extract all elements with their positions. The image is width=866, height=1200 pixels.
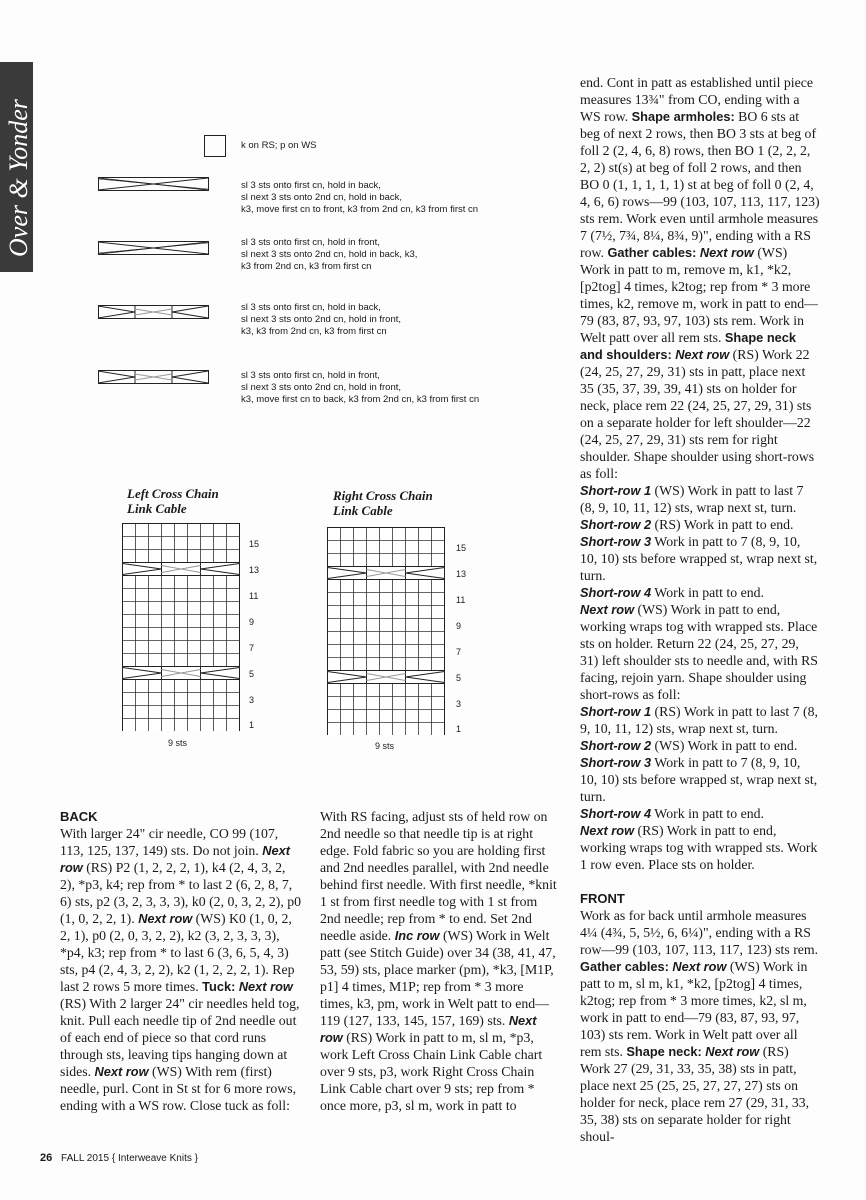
section-label: Gather cables: bbox=[607, 245, 697, 260]
right-chart-stitch-count: 9 sts bbox=[375, 741, 395, 751]
magazine-name: { Interweave Knits } bbox=[111, 1153, 198, 1164]
page-number: 26 bbox=[40, 1152, 53, 1164]
body-text: (WS) Work in patt to last 7 (8, 9, 10, 11, 12) sts, wrap next st, turn. bbox=[580, 483, 804, 515]
key-cable-1-line: sl next 3 sts onto 2nd cn, hold in back, bbox=[241, 192, 403, 203]
key-cable-2-line: k3 from 2nd cn, k3 from first cn bbox=[241, 261, 372, 272]
instruction-label: Next row bbox=[580, 823, 635, 838]
body-text: (RS) Work 27 (29, 31, 33, 35, 38) sts in patt, place next 25 (25, 25, 27, 27, 27) sts on holder for neck, place rem 27 (29, 31, 33, 35, 38) sts on separate holder for right shoul- bbox=[580, 1044, 810, 1144]
instruction-label: Short-row 3 bbox=[580, 755, 652, 770]
instruction-label: Next row bbox=[699, 245, 754, 260]
back-paragraph bbox=[60, 825, 302, 1114]
instruction-label: Next row bbox=[60, 843, 290, 875]
chart-row-label: 13 bbox=[249, 565, 260, 575]
body-text: Work in patt to end. bbox=[651, 585, 764, 600]
chart-row-label: 7 bbox=[456, 647, 462, 657]
section-tab-label: Over & Yonder bbox=[4, 99, 33, 257]
short-row-line bbox=[580, 703, 820, 737]
section-label: Shape neck: bbox=[626, 1044, 702, 1059]
instruction-label: Next row bbox=[238, 979, 293, 994]
key-cable-3-line: sl next 3 sts onto 2nd cn, hold in front, bbox=[241, 314, 402, 325]
chart-row-label: 9 bbox=[456, 621, 462, 631]
left-cross-chain-chart bbox=[122, 523, 240, 731]
issue-label: FALL 2015 bbox=[61, 1153, 110, 1164]
body-text: (WS) K0 (1, 0, 2, 2, 1), p0 (2, 0, 3, 2, 2), k2 (3, 2, 3, 3, 3), *p4, k3; rep from * to last 6 (3, 6, 5, 4, 3) sts, p4 (2, 4, 3, 2, 2), k2 (1, 2, 2, 2, 1). Rep last 2 rows 5 more times. bbox=[60, 911, 295, 994]
short-row-line bbox=[580, 754, 820, 805]
cable-symbol-3 bbox=[98, 305, 209, 319]
body-text: With larger 24" cir needle, CO 99 (107, 113, 125, 137, 149) sts. Do not join. bbox=[60, 826, 279, 858]
next-row-line bbox=[580, 601, 820, 703]
body-text: (RS) Work in patt to last 7 (8, 9, 10, 11, 12) sts, wrap next st, turn. bbox=[580, 704, 818, 736]
key-cable-1 bbox=[241, 180, 478, 216]
tuck-paragraph bbox=[320, 808, 560, 1114]
body-text: (RS) Work 22 (24, 25, 27, 29, 31) sts in patt, place next 35 (35, 37, 39, 39, 41) sts on holder for neck, place rem 22 (24, 25, 27, 29, 31) sts on a separate holder for left shoulder—22 (24, 25, 27, 29, 31) sts rem for right shoulder. Shape shoulder using short-rows as foll: bbox=[580, 347, 815, 481]
body-text: (RS) Work in patt to m, sl m, *p3, work Left Cross Chain Link Cable chart over 9 sts, p3, work Right Cross Chain Link Cable chart over 9 sts; rep from * once more, p3, sl m, work in patt to bbox=[320, 1030, 543, 1113]
key-cable-4-line: sl 3 sts onto first cn, hold in front, bbox=[241, 370, 380, 381]
chart-row-label: 1 bbox=[249, 720, 255, 730]
left-chart-stitch-count: 9 sts bbox=[168, 738, 188, 748]
body-text: end. Cont in patt as established until piece measures 13¾" from CO, ending with a WS row. bbox=[580, 75, 813, 124]
body-text: Work in patt to 7 (8, 9, 10, 10, 10) sts before wrapped st, wrap next st, turn. bbox=[580, 534, 818, 583]
right-cross-chain-chart bbox=[327, 527, 445, 735]
instruction-label: Inc row bbox=[394, 928, 440, 943]
body-text: (RS) P2 (1, 2, 2, 2, 1), k4 (2, 4, 3, 2, 2), *p3, k4; rep from * to last 2 (6, 2, 8, 7, 6) sts, p2 (3, 2, 3, 3, 3), k0 (2, 0, 3, 2, 2), p0 (1, 0, 2, 2, 1). bbox=[60, 860, 302, 926]
text-column-3 bbox=[580, 74, 820, 1145]
text-column-2 bbox=[320, 808, 560, 1114]
key-cable-4-line: k3, move first cn to back, k3 from 2nd cn, k3 from first cn bbox=[241, 394, 480, 405]
body-text: Work in patt to end. bbox=[651, 806, 764, 821]
left-chart-title-line: Link Cable bbox=[127, 501, 187, 516]
text-column-1 bbox=[60, 808, 302, 1114]
instruction-label: Next row bbox=[705, 1044, 760, 1059]
body-text: (WS) Work in Welt patt (see Stitch Guide) over 34 (38, 41, 47, 53, 59) sts, place marker (pm), *k3, [M1P, p1] 4 times, M1P; rep from * 3 more times, k3, pm, work in Welt patt to end—119 (127, 133, 145, 157, 169) sts. bbox=[320, 928, 556, 1028]
body-text: BO 6 sts at beg of next 2 rows, then BO 3 sts at beg of foll 2 (2, 4, 6, 8) rows, then BO 1 (2, 2, 2, 2, 2) st(s) at beg of foll 2 rows, and then BO 0 (1, 1, 1, 1, 1) st at beg of foll 0 (2, 4, 4, 6, 6) rows—99 (103, 107, 113, 117, 123) sts rem. Work even until armhole measures 7 (7½, 7¾, 8¼, 8¾, 9)", ending with a RS row. bbox=[580, 109, 820, 260]
chart-row-label: 3 bbox=[456, 699, 462, 709]
key-knit-label: k on RS; p on WS bbox=[241, 140, 317, 151]
instruction-label: Next row bbox=[675, 347, 730, 362]
key-cable-4 bbox=[241, 370, 479, 406]
body-text: (WS) Work in patt to m, remove m, k1, *k2, [p2tog] 4 times, k2tog; rep from * 3 more times, k2, remove m, work in patt to end—79 (83, 87, 93, 97, 103) sts rem. Work in Welt patt over all rem sts. bbox=[580, 245, 818, 345]
body-text: (RS) Work in patt to end. bbox=[651, 517, 794, 532]
body-text: Work as for back until armhole measures 4¼ (4¾, 5, 5½, 6, 6¼)", ending with a RS row—99 (103, 107, 113, 117, 123) sts rem. bbox=[580, 908, 819, 957]
body-text: (RS) Work in patt to end, working wraps tog with wrapped sts. Work 1 row even. Place sts on holder. bbox=[580, 823, 818, 872]
body-text: (WS) Work in patt to m, sl m, k1, *k2, [p2tog] 4 times, k2tog; rep from * 3 more times, k2, sl m, work in patt to end—79 (83, 87, 93, 97, 103) sts rem. Work in Welt patt over all rem sts. bbox=[580, 959, 808, 1059]
chart-row-label: 5 bbox=[249, 669, 255, 679]
key-cable-1-line: k3, move first cn to front, k3 from 2nd cn, k3 from first cn bbox=[241, 204, 479, 215]
instruction-label: Next row bbox=[320, 1013, 537, 1045]
body-text: Work in patt to 7 (8, 9, 10, 10, 10) sts before wrapped st, wrap next st, turn. bbox=[580, 755, 818, 804]
key-cable-3-line: sl 3 sts onto first cn, hold in back, bbox=[241, 302, 381, 313]
page-footer bbox=[40, 1152, 198, 1164]
instruction-label: Next row bbox=[672, 959, 727, 974]
body-text: (WS) With rem (first) needle, purl. Cont in St st for 6 more rows, ending with a WS row. Close tuck as foll: bbox=[60, 1064, 297, 1113]
key-cable-4-line: sl next 3 sts onto 2nd cn, hold in front, bbox=[241, 382, 402, 393]
body-text: (RS) With 2 larger 24" cir needles held tog, knit. Pull each needle tip of 2nd needle out of each end of piece so that cord runs through sts, leaving tips hanging down at sides. bbox=[60, 996, 300, 1079]
right-chart-title-line: Right Cross Chain bbox=[333, 488, 433, 503]
instruction-label: Short-row 3 bbox=[580, 534, 652, 549]
chart-row-label: 9 bbox=[249, 617, 255, 627]
short-row-line bbox=[580, 584, 820, 601]
section-label: Shape armholes: bbox=[631, 109, 735, 124]
section-tab bbox=[0, 62, 33, 272]
instruction-label: Short-row 4 bbox=[580, 585, 652, 600]
instruction-label: Short-row 2 bbox=[580, 517, 652, 532]
chart-row-label: 11 bbox=[249, 591, 259, 601]
back-heading: BACK bbox=[60, 809, 98, 824]
front-paragraph bbox=[580, 907, 820, 1145]
instruction-label: Next row bbox=[580, 602, 635, 617]
key-cable-2 bbox=[241, 237, 417, 273]
section-label: Tuck: bbox=[202, 979, 236, 994]
instruction-label: Short-row 1 bbox=[580, 483, 652, 498]
chart-row-label: 11 bbox=[456, 595, 466, 605]
left-chart-title-line: Left Cross Chain bbox=[127, 486, 219, 501]
instruction-label: Next row bbox=[94, 1064, 149, 1079]
short-row-line bbox=[580, 737, 820, 754]
key-cable-1-line: sl 3 sts onto first cn, hold in back, bbox=[241, 180, 381, 191]
body-text: (WS) Work in patt to end. bbox=[651, 738, 798, 753]
chart-row-label: 13 bbox=[456, 569, 467, 579]
chart-row-label: 7 bbox=[249, 643, 255, 653]
knit-symbol-box bbox=[204, 135, 226, 157]
chart-row-label: 3 bbox=[249, 695, 255, 705]
instruction-label: Next row bbox=[138, 911, 193, 926]
chart-row-label: 15 bbox=[249, 539, 260, 549]
cable-symbol-4 bbox=[98, 370, 209, 384]
key-cable-3-line: k3, k3 from 2nd cn, k3 from first cn bbox=[241, 326, 387, 337]
body-text: (WS) Work in patt to end, working wraps tog with wrapped sts. Place sts on holder. Return 22 (24, 25, 27, 29, 31) left shoulder sts to needle and, with RS facing, rejoin yarn. Shape shoulder using short-rows as foll: bbox=[580, 602, 818, 702]
instruction-label: Short-row 1 bbox=[580, 704, 652, 719]
chart-row-label: 1 bbox=[456, 724, 462, 734]
short-row-line bbox=[580, 516, 820, 533]
short-row-line bbox=[580, 805, 820, 822]
right-chart-title-line: Link Cable bbox=[333, 503, 393, 518]
chart-row-label: 15 bbox=[456, 543, 467, 553]
armhole-paragraph bbox=[580, 74, 820, 482]
short-row-line bbox=[580, 533, 820, 584]
left-chart-title bbox=[127, 486, 219, 516]
cable-symbol-2 bbox=[98, 241, 209, 255]
section-label: Shape neck and shoulders: bbox=[580, 330, 797, 362]
right-chart-title bbox=[333, 488, 433, 518]
front-heading: FRONT bbox=[580, 891, 625, 906]
short-row-line bbox=[580, 482, 820, 516]
cable-symbol-1 bbox=[98, 177, 209, 191]
instruction-label: Short-row 4 bbox=[580, 806, 652, 821]
key-cable-2-line: sl 3 sts onto first cn, hold in front, bbox=[241, 237, 380, 248]
instruction-label: Short-row 2 bbox=[580, 738, 652, 753]
body-text: With RS facing, adjust sts of held row on 2nd needle so that needle tip is at right edge. Fold fabric so you are holding first and 2nd needles parallel, with 2nd needle behind first needle. With first needle, *knit 1 st from first needle tog with 1 st from 2nd needle; rep from * to end. Set 2nd needle aside. bbox=[320, 809, 557, 943]
key-cable-2-line: sl next 3 sts onto 2nd cn, hold in back, k3, bbox=[241, 249, 418, 260]
key-cable-3 bbox=[241, 302, 401, 338]
next-row-line bbox=[580, 822, 820, 873]
section-label: Gather cables: bbox=[580, 959, 669, 974]
chart-row-label: 5 bbox=[456, 673, 462, 683]
